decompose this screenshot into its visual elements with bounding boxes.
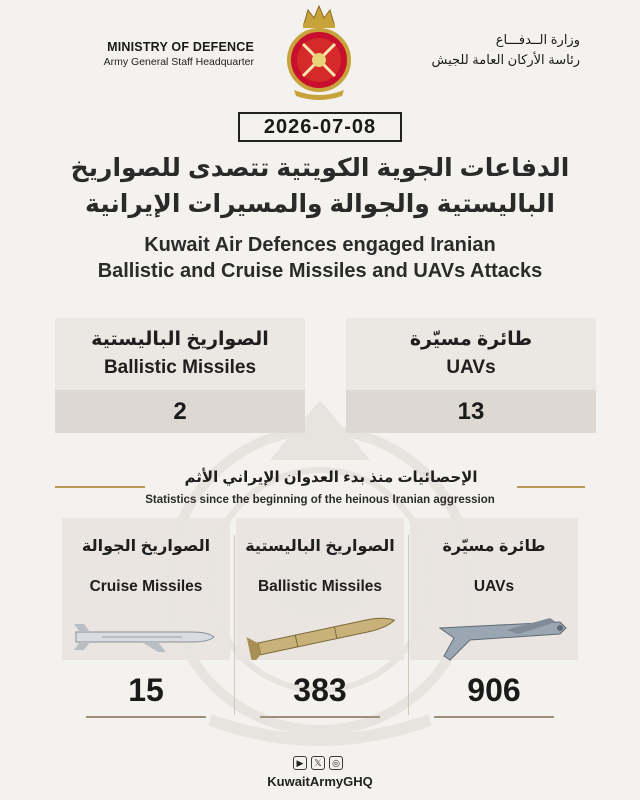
today-ballistic-label-ar: الصواريخ الباليستية bbox=[91, 329, 269, 350]
drone-icon bbox=[410, 610, 578, 670]
hq-name-ar: رئاسة الأركان العامة للجيش bbox=[431, 52, 580, 67]
ballistic-underline bbox=[260, 716, 380, 718]
title-ar-line2: الباليستية والجوالة والمسيرات الإيرانية bbox=[85, 190, 555, 218]
stats-divider-left bbox=[55, 486, 145, 488]
social-handle[interactable]: KuwaitArmyGHQ bbox=[267, 774, 373, 789]
ballistic-value: 383 bbox=[293, 672, 347, 708]
cruise-underline bbox=[86, 716, 206, 718]
cruise-label-en: Cruise Missiles bbox=[89, 578, 203, 595]
title-arabic bbox=[60, 150, 580, 222]
uavs-value: 906 bbox=[467, 672, 521, 708]
hq-name-en: Army General Staff Headquarter bbox=[103, 56, 254, 68]
title-en-line1: Kuwait Air Defences engaged Iranian bbox=[144, 234, 496, 256]
today-uavs-card bbox=[346, 318, 596, 433]
column-divider bbox=[234, 535, 235, 715]
today-uavs-value: 13 bbox=[346, 390, 596, 433]
uavs-underline bbox=[434, 716, 554, 718]
ballistic-missile-icon bbox=[236, 610, 404, 660]
header-arabic bbox=[380, 32, 580, 68]
cumulative-uavs-column bbox=[410, 518, 578, 722]
cruise-value: 15 bbox=[128, 672, 164, 708]
youtube-icon[interactable]: ▶ bbox=[293, 756, 307, 770]
column-divider bbox=[408, 535, 409, 715]
ministry-name-en: MINISTRY OF DEFENCE bbox=[107, 40, 254, 54]
today-uavs-label-en: UAVs bbox=[446, 357, 496, 378]
title-ar-line1: الدفاعات الجوية الكويتية تتصدى للصواريخ bbox=[70, 154, 570, 182]
ministry-name-ar: وزارة الــدفـــاع bbox=[495, 32, 580, 47]
instagram-icon[interactable]: ◎ bbox=[329, 756, 343, 770]
title-en-line2: Ballistic and Cruise Missiles and UAVs Attacks bbox=[97, 260, 543, 282]
social-icons bbox=[293, 756, 343, 770]
report-date: 2026-07-08 bbox=[238, 112, 402, 142]
uavs-label-en: UAVs bbox=[473, 578, 515, 595]
today-uavs-label-ar: طائرة مسيّرة bbox=[409, 329, 533, 350]
stats-heading-en: Statistics since the beginning of the heinous Iranian aggression bbox=[145, 494, 495, 506]
stats-divider-right bbox=[517, 486, 585, 488]
uavs-label-ar: طائرة مسيّرة bbox=[442, 538, 546, 555]
cruise-missile-icon bbox=[62, 610, 230, 660]
title-english bbox=[40, 232, 600, 284]
ballistic-label-ar: الصواريخ الباليستية bbox=[245, 538, 395, 555]
header-english bbox=[64, 40, 254, 68]
cumulative-ballistic-column bbox=[236, 518, 404, 722]
today-ballistic-value: 2 bbox=[55, 390, 305, 433]
x-icon[interactable]: 𝕏 bbox=[311, 756, 325, 770]
cruise-label-ar: الصواريخ الجوالة bbox=[81, 538, 211, 555]
today-ballistic-card bbox=[55, 318, 305, 433]
today-uavs-header bbox=[346, 318, 596, 390]
today-ballistic-header bbox=[55, 318, 305, 390]
ballistic-label-en: Ballistic Missiles bbox=[257, 578, 383, 595]
cumulative-cruise-column bbox=[62, 518, 230, 722]
today-ballistic-label-en: Ballistic Missiles bbox=[103, 357, 257, 378]
army-emblem-logo bbox=[276, 2, 362, 102]
stats-heading-ar: الإحصائيات منذ بدء العدوان الإيراني الأثم bbox=[184, 469, 478, 486]
